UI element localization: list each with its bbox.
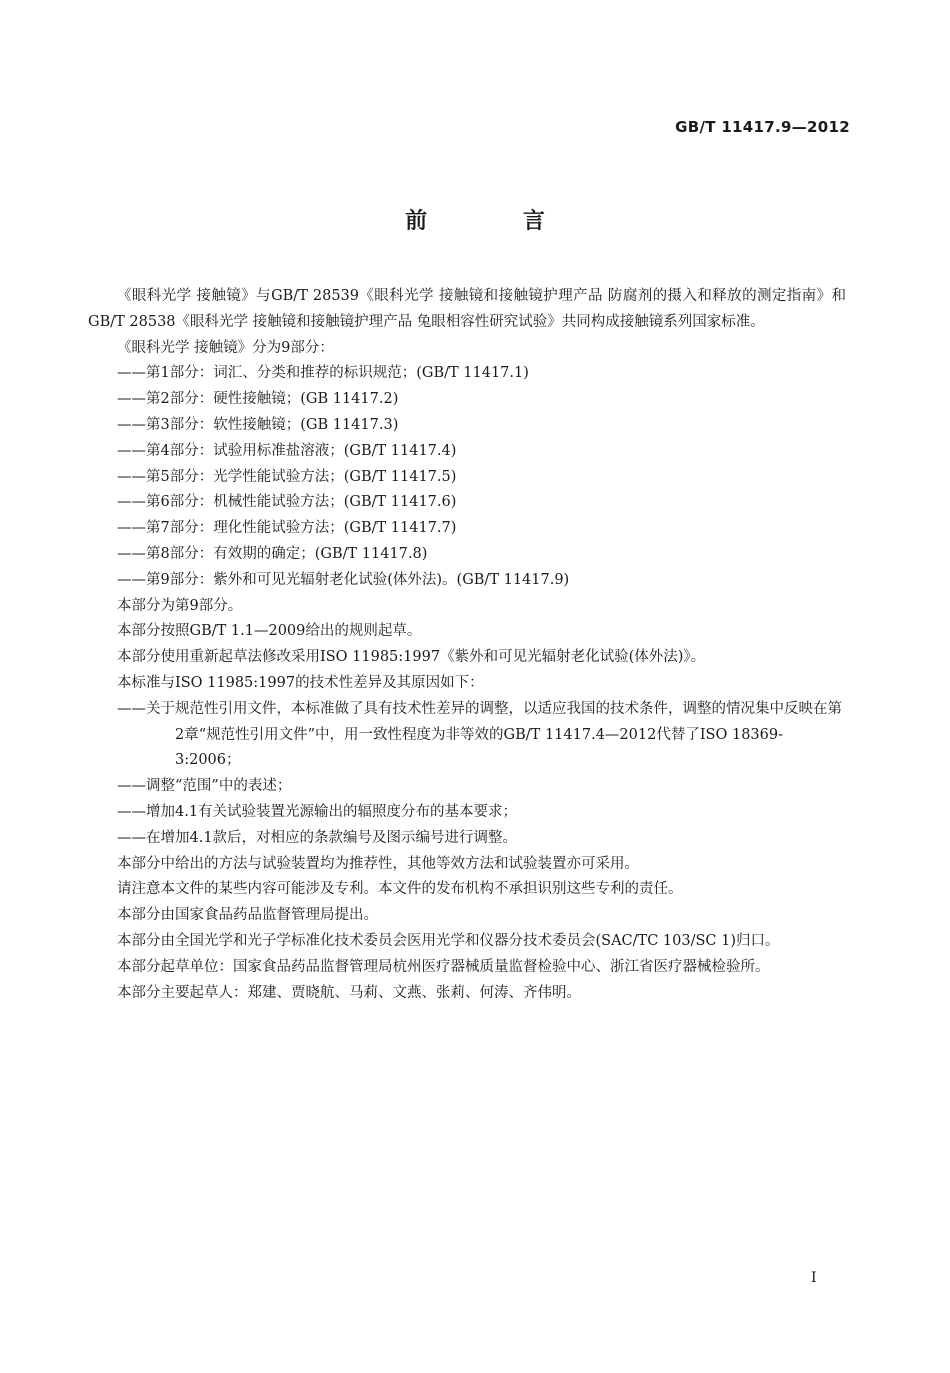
part-list-item: ——第2部分：硬性接触镜；(GB 11417.2)	[117, 391, 399, 408]
difference-list-item: ——增加4.1有关试验装置光源输出的辐照度分布的基本要求；	[117, 803, 518, 820]
intro-paragraph: 《眼科光学 接触镜》与GB/T 28539《眼科光学 接触镜和接触镜护理产品 防腐剂的摄入和释放的测定指南》和GB/T 28538《眼科光学 接触镜和接触镜护理产品 兔眼相容性研究试验》共同构成接触镜系列国家标准。	[88, 288, 846, 330]
part-list-item: ——第5部分：光学性能试验方法；(GB/T 11417.5)	[117, 468, 457, 485]
difference-list-item: ——调整“范围”中的表述；	[117, 778, 292, 795]
parts-intro-paragraph: 《眼科光学 接触镜》分为9部分：	[117, 339, 334, 356]
recommendation-paragraph: 本部分中给出的方法与试验装置均为推荐性，其他等效方法和试验装置亦可采用。	[117, 855, 639, 872]
this-part-paragraph: 本部分为第9部分。	[117, 597, 243, 614]
page-number: I	[811, 1270, 817, 1286]
drafting-rules-paragraph: 本部分按照GB/T 1.1—2009给出的规则起草。	[117, 623, 422, 640]
part-list-item: ——第6部分：机械性能试验方法；(GB/T 11417.6)	[117, 494, 457, 511]
centralized-by-paragraph: 本部分由全国光学和光子学标准化技术委员会医用光学和仪器分技术委员会(SAC/TC 103/SC 1)归口。	[117, 932, 780, 949]
part-list-item: ——第1部分：词汇、分类和推荐的标识规范；(GB/T 11417.1)	[117, 365, 529, 382]
part-list-item: ——第7部分：理化性能试验方法；(GB/T 11417.7)	[117, 520, 457, 537]
page-title: 前 言	[405, 209, 589, 234]
drafters-paragraph: 本部分主要起草人：郑建、贾晓航、马莉、文燕、张莉、何涛、齐伟明。	[117, 984, 581, 1001]
document-body	[88, 284, 846, 1006]
redraft-paragraph: 本部分使用重新起草法修改采用ISO 11985:1997《紫外和可见光辐射老化试验(体外法)》。	[117, 649, 706, 666]
difference-list-item: ——关于规范性引用文件，本标准做了具有技术性差异的调整，以适应我国的技术条件，调整的情况集中反映在第2章“规范性引用文件”中，用一致性程度为非等效的GB/T 11417.4—2012代替了ISO 18369-3:2006；	[117, 700, 842, 769]
drafting-units-paragraph: 本部分起草单位：国家食品药品监督管理局杭州医疗器械质量监督检验中心、浙江省医疗器械检验所。	[117, 958, 770, 975]
part-list-item: ——第8部分：有效期的确定；(GB/T 11417.8)	[117, 545, 428, 562]
differences-intro-paragraph: 本标准与ISO 11985:1997的技术性差异及其原因如下：	[117, 674, 484, 691]
standard-code: GB/T 11417.9—2012	[675, 118, 850, 136]
difference-list-item: ——在增加4.1款后，对相应的条款编号及图示编号进行调整。	[117, 829, 518, 846]
proposed-by-paragraph: 本部分由国家食品药品监督管理局提出。	[117, 907, 378, 924]
patent-paragraph: 请注意本文件的某些内容可能涉及专利。本文件的发布机构不承担识别这些专利的责任。	[117, 881, 683, 898]
part-list-item: ——第4部分：试验用标准盐溶液；(GB/T 11417.4)	[117, 442, 457, 459]
part-list-item: ——第3部分：软性接触镜；(GB 11417.3)	[117, 416, 399, 433]
part-list-item: ——第9部分：紫外和可见光辐射老化试验(体外法)。(GB/T 11417.9)	[117, 571, 570, 588]
